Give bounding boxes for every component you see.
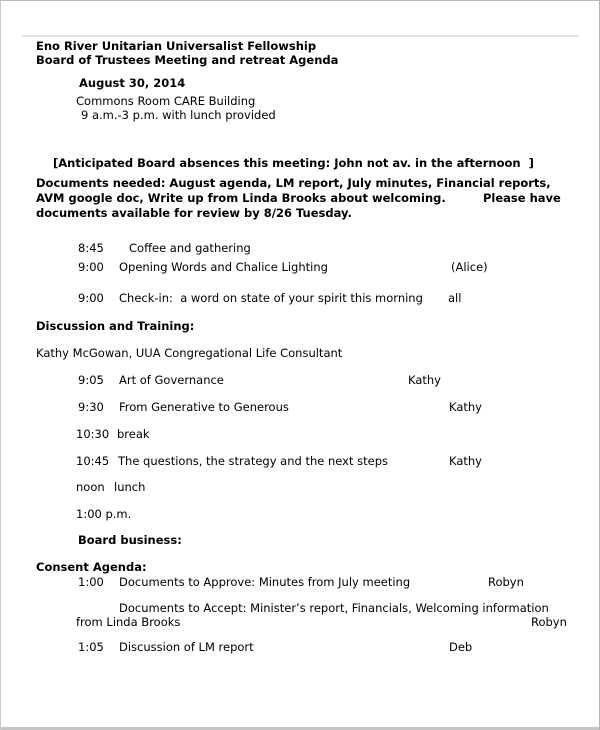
agenda-presenter: Robyn [488,575,524,589]
agenda-time: 9:05 [78,373,104,387]
meeting-hours: 9 a.m.-3 p.m. with lunch provided [81,108,276,122]
agenda-time: 8:45 [78,241,104,255]
agenda-presenter: Deb [449,640,473,654]
agenda-activity: Art of Governance [119,373,224,387]
agenda-presenter: all [448,291,462,305]
agenda-time: noon [76,480,105,494]
agenda-activity: The questions, the strategy and the next steps [118,454,388,468]
section-heading-consent-agenda: Consent Agenda: [36,560,147,574]
documents-needed-line2a: AVM google doc, Write up from Linda Brooks about welcoming. [36,191,446,205]
documents-needed-line3: documents available for review by 8/26 Tuesday. [36,206,352,220]
agenda-time: 9:00 [78,260,104,274]
agenda-time: 1:00 [78,575,104,589]
documents-needed-line1: Documents needed: August agenda, LM report, July minutes, Financial reports, [36,176,551,190]
agenda-presenter: Kathy [449,400,482,414]
absences-note: [Anticipated Board absences this meeting: John not av. in the afternoon ] [53,156,534,170]
agenda-activity-continued: from Linda Brooks [76,615,181,629]
meeting-location: Commons Room CARE Building [76,94,256,108]
agenda-activity: From Generative to Generous [119,400,289,414]
org-name: Eno River Unitarian Universalist Fellowship [36,39,317,53]
agenda-activity: Opening Words and Chalice Lighting [119,260,328,274]
agenda-activity: Documents to Accept: Minister’s report, Financials, Welcoming information [119,601,549,615]
agenda-activity: break [117,427,150,441]
agenda-time: 10:30 [76,427,110,441]
agenda-time: 1:05 [78,640,104,654]
section-heading-board-business: Board business: [78,533,182,547]
documents-needed-line2b: Please have [483,191,561,205]
agenda-activity: lunch [114,480,146,494]
agenda-presenter: Robyn [531,615,567,629]
agenda-activity: Coffee and gathering [129,241,251,255]
agenda-activity: Discussion of LM report [119,640,254,654]
section-heading-discussion: Discussion and Training: [36,319,195,333]
doc-title: Board of Trustees Meeting and retreat Agenda [36,53,339,67]
agenda-presenter: (Alice) [451,260,488,274]
top-rule-divider [22,35,579,37]
agenda-presenter: Kathy [449,454,482,468]
agenda-presenter: Kathy [408,373,441,387]
agenda-time: 10:45 [76,454,110,468]
facilitator-line: Kathy McGowan, UUA Congregational Life Consultant [36,346,343,360]
agenda-time: 1:00 p.m. [76,507,132,521]
agenda-time: 9:00 [78,291,104,305]
agenda-activity: Documents to Approve: Minutes from July meeting [119,575,411,589]
agenda-activity: Check-in: a word on state of your spirit this morning [119,291,423,305]
meeting-date: August 30, 2014 [79,76,186,90]
agenda-time: 9:30 [78,400,104,414]
